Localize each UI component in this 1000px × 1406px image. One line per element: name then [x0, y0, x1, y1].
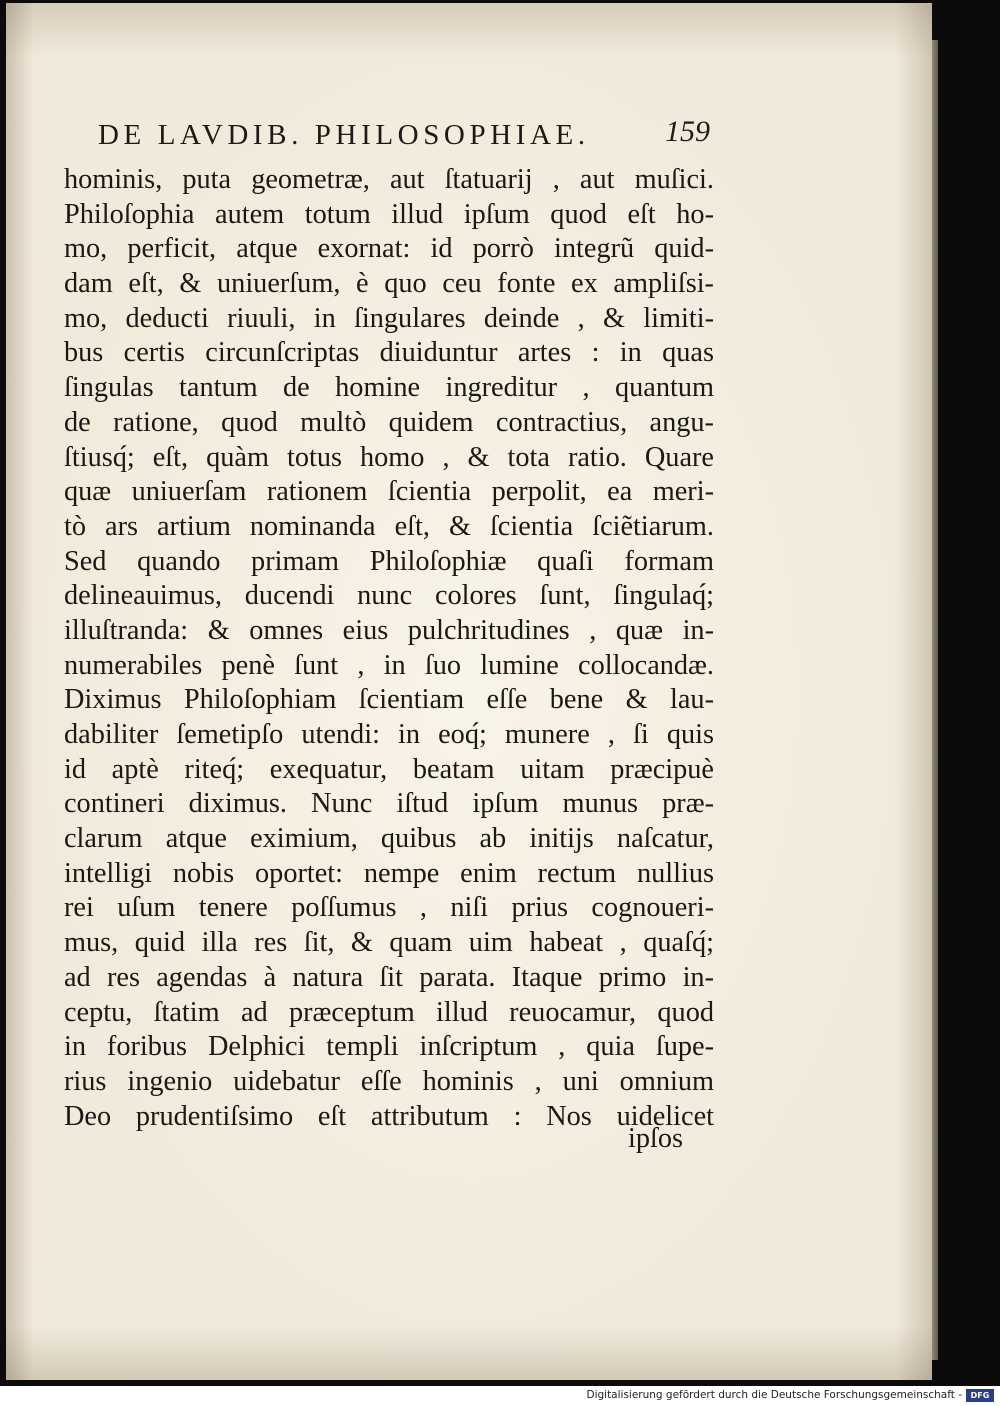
text-line: delineauimus, ducendi nunc colores ſunt, ſingulaq́; [64, 580, 714, 612]
dfg-logo-icon [966, 1389, 994, 1402]
text-line: tò ars artium nominanda eſt, & ſcientia ſciẽtiarum. [64, 510, 714, 542]
text-line: Deo prudentiſsimo eſt attributum : Nos uidelicet [64, 1100, 714, 1132]
text-line: Diximus Philoſophiam ſcientiam eſſe bene & lau- [64, 684, 714, 716]
running-head [98, 115, 718, 159]
book-page [6, 3, 932, 1380]
text-line: illuſtranda: & omnes eius pulchritudines , quæ in- [64, 614, 714, 646]
text-line: ſingulas tantum de homine ingreditur , quantum [64, 372, 714, 404]
page-edge [932, 40, 938, 1360]
dfg-logo-text: DFG [967, 1390, 993, 1401]
running-title: DE LAVDIB. PHILOSOPHIAE. [98, 119, 590, 151]
text-line: clarum atque eximium, quibus ab initijs naſcatur, [64, 823, 714, 855]
footer-bar [0, 1386, 1000, 1406]
page-number: 159 [665, 115, 710, 148]
text-line: ad res agendas à natura ſit parata. Itaque primo in- [64, 961, 714, 993]
text-line: de ratione, quod multò quidem contractius, angu- [64, 406, 714, 438]
text-line: in foribus Delphici templi inſcriptum , quia ſupe- [64, 1031, 714, 1063]
text-line: id aptè riteq́; exequatur, beatam uitam præcipuè [64, 753, 714, 785]
text-line: hominis, puta geometræ, aut ſtatuarij , aut muſici. [64, 164, 714, 195]
text-line: numerabiles penè ſunt , in ſuo lumine collocandæ. [64, 649, 714, 681]
catchword: ipſos [628, 1123, 684, 1154]
text-line: mo, perficit, atque exornat: id porrò integrũ quid- [64, 233, 714, 265]
text-line: Sed quando primam Philoſophiæ quaſi formam [64, 545, 714, 577]
text-line: intelligi nobis oportet: nempe enim rectum nullius [64, 857, 714, 889]
text-line: mo, deducti riuuli, in ſingulares deinde , & limiti- [64, 302, 714, 334]
text-line: bus certis circunſcriptas diuiduntur artes : in quas [64, 337, 714, 369]
text-line: contineri diximus. Nunc iſtud ipſum munus præ- [64, 788, 714, 820]
text-line: mus, quid illa res ſit, & quam uim habeat , quaſq́; [64, 927, 714, 959]
text-line: rei uſum tenere poſſumus , niſi prius cognoueri- [64, 892, 714, 924]
text-line: ſtiusq́; eſt, quàm totus homo , & tota ratio. Quare [64, 441, 714, 473]
text-line: dam eſt, & uniuerſum, è quo ceu fonte ex ampliſsi- [64, 268, 714, 300]
text-line: rius ingenio uidebatur eſſe hominis , uni omnium [64, 1065, 714, 1097]
body-text [64, 163, 714, 1134]
text-line: dabiliter ſemetipſo utendi: in eoq́; munere , ſi quis [64, 719, 714, 750]
text-line: quæ uniuerſam rationem ſcientia perpolit, ea meri- [64, 476, 714, 508]
footer-credit: Digitalisierung gefördert durch die Deutsche Forschungsgemeinschaft - [586, 1389, 962, 1401]
text-line: ceptu, ſtatim ad præceptum illud reuocamur, quod [64, 996, 714, 1028]
text-line: Philoſophia autem totum illud ipſum quod eſt ho- [64, 198, 714, 230]
